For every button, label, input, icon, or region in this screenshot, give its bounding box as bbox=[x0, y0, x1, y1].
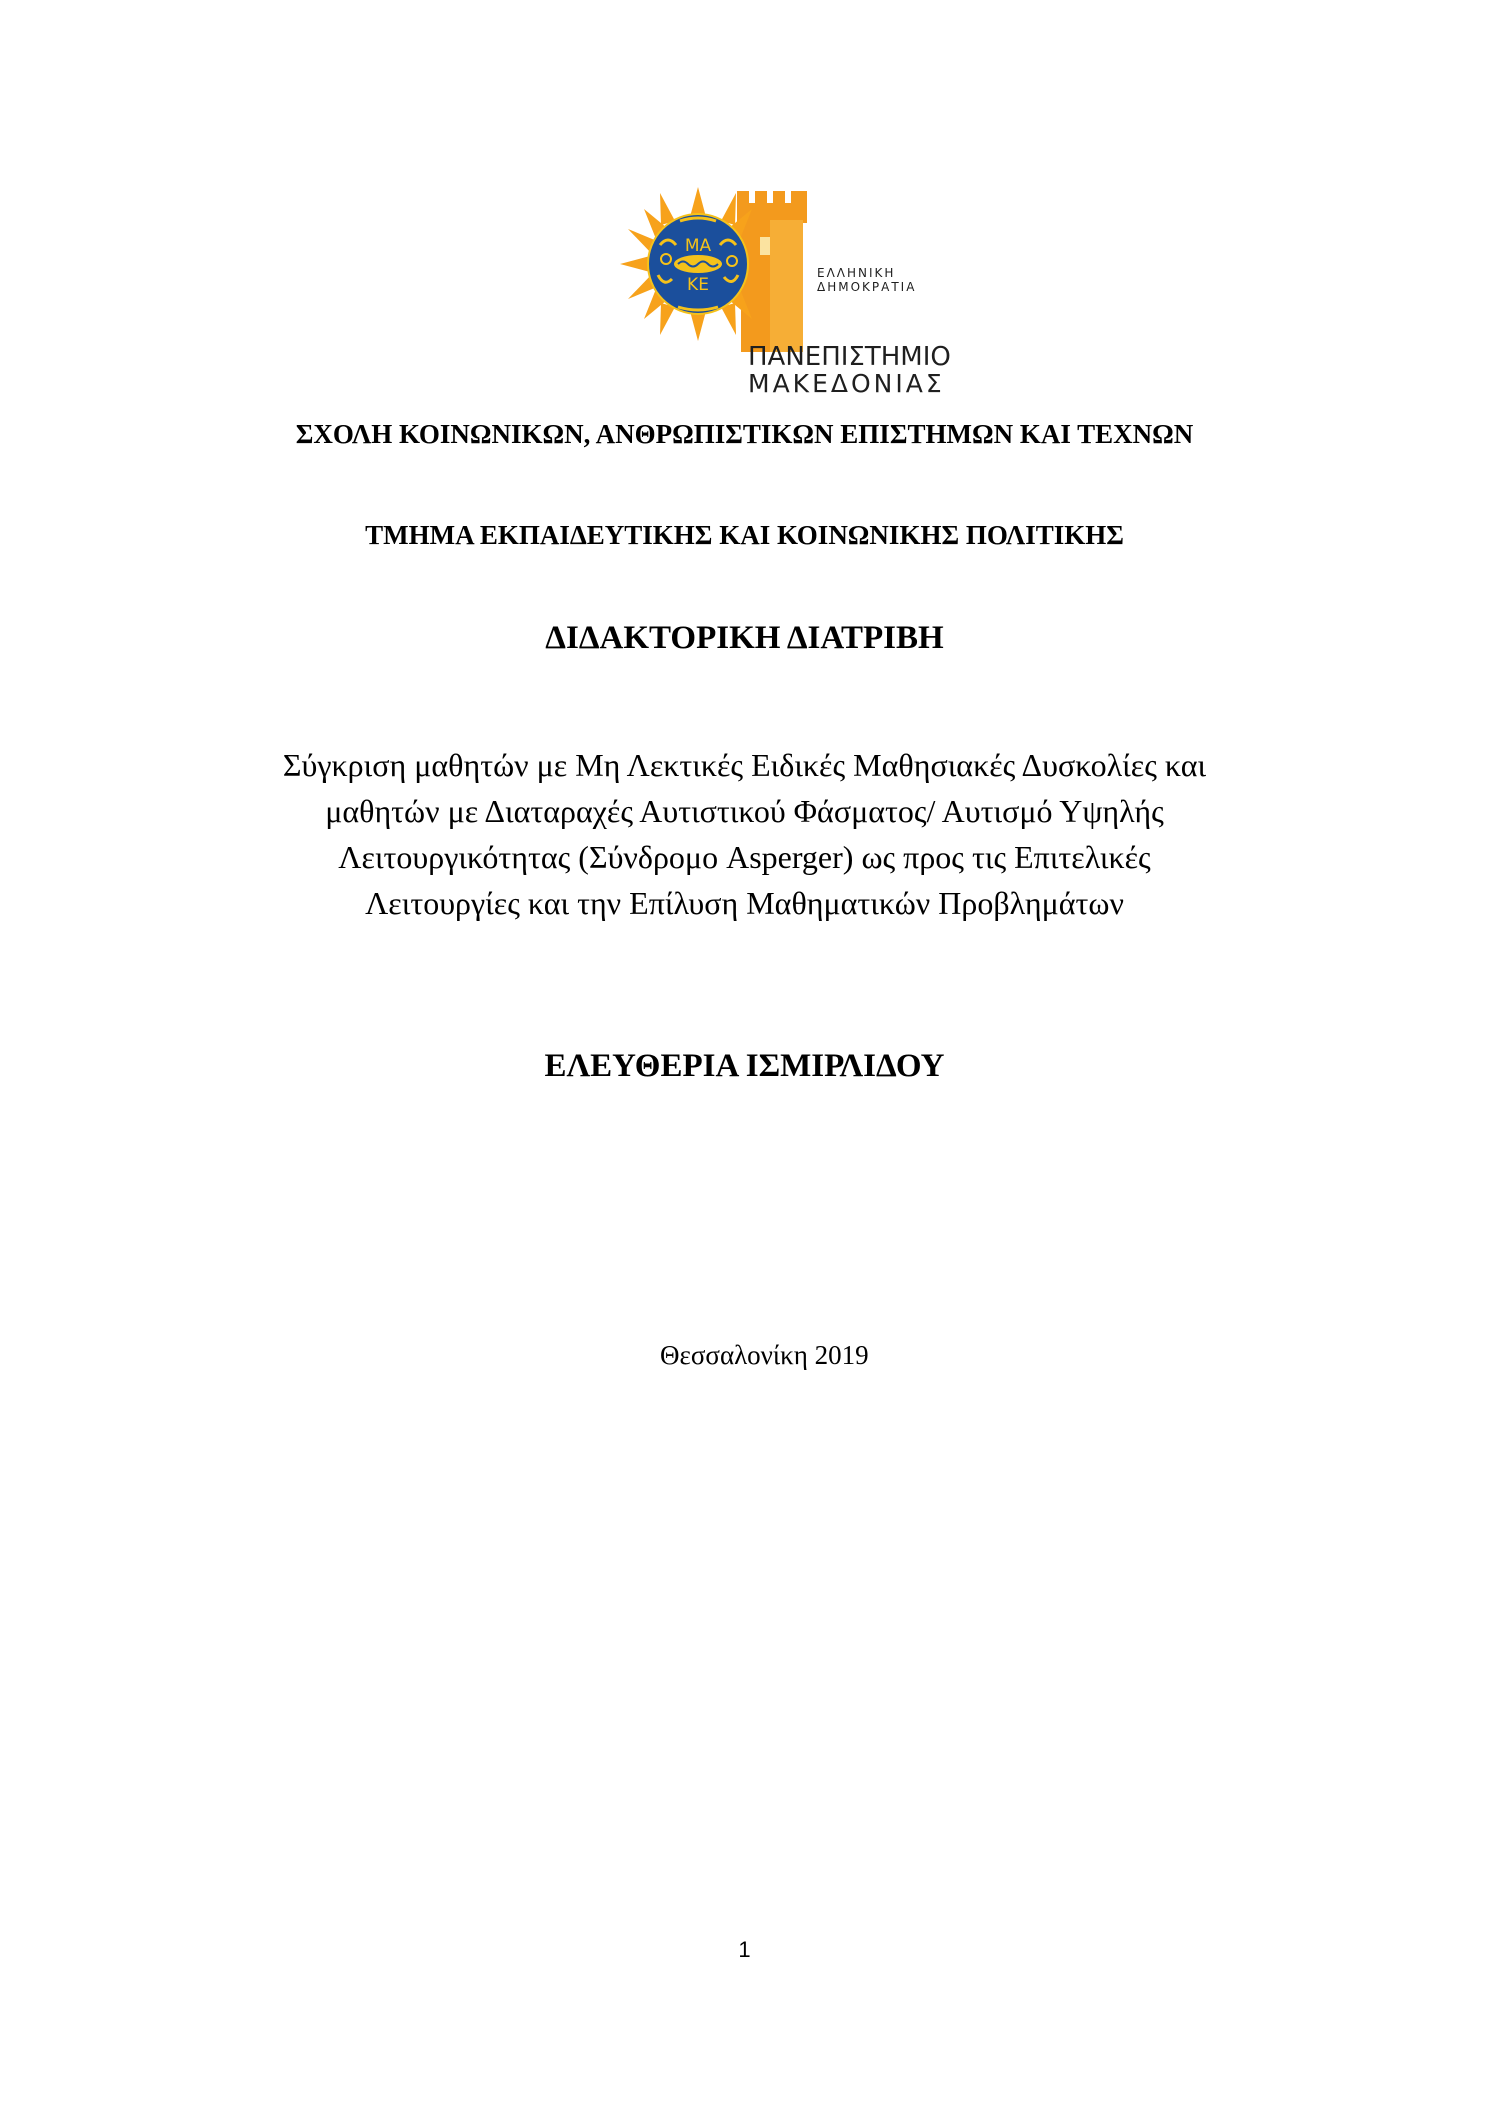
thesis-title-line: Λειτουργίες και την Επίλυση Μαθηματικών Προβλημάτων bbox=[365, 885, 1124, 921]
school-name: ΣΧΟΛΗ ΚΟΙΝΩΝΙΚΩΝ, ΑΝΘΡΩΠΙΣΤΙΚΩΝ ΕΠΙΣΤΗΜΩΝ ΚΑΙ ΤΕΧΝΩΝ bbox=[295, 419, 1194, 449]
emblem-letters-top: ΜΑ bbox=[684, 236, 712, 256]
republic-line-1: ΕΛΛΗΝΙΚΗ bbox=[817, 266, 896, 280]
document-type: ΔΙΔΑΚΤΟΡΙΚΗ ΔΙΑΤΡΙΒΗ bbox=[545, 620, 944, 656]
emblem-disk-icon bbox=[648, 214, 748, 314]
university-of-macedonia-logo bbox=[620, 185, 980, 400]
page-number: 1 bbox=[738, 1937, 751, 1962]
thesis-title-line: μαθητών με Διαταραχές Αυτιστικού Φάσματος/ Αυτισμό Υψηλής bbox=[325, 793, 1164, 829]
thesis-title-line: Λειτουργικότητας (Σύνδρομο Asperger) ως προς τις Επιτελικές bbox=[338, 839, 1151, 875]
department-name: ΤΜΗΜΑ ΕΚΠΑΙΔΕΥΤΙΚΗΣ ΚΑΙ ΚΟΙΝΩΝΙΚΗΣ ΠΟΛΙΤΙΚΗΣ bbox=[365, 520, 1124, 550]
author-name: ΕΛΕΥΘΕΡΙΑ ΙΣΜΙΡΛΙΔΟΥ bbox=[544, 1048, 945, 1084]
thesis-title-line: Σύγκριση μαθητών με Μη Λεκτικές Ειδικές Μαθησιακές Δυσκολίες και bbox=[282, 747, 1207, 783]
university-name-line-1: ΠΑΝΕΠΙΣΤΗΜΙΟ bbox=[748, 342, 951, 372]
place-and-date: Θεσσαλονίκη 2019 bbox=[660, 1340, 869, 1370]
emblem-letters-bottom: ΚΕ bbox=[687, 275, 709, 295]
thesis-title bbox=[0, 742, 1489, 926]
republic-line-2: ΔΗΜΟΚΡΑΤΙΑ bbox=[817, 280, 917, 294]
university-name-line-2: ΜΑΚΕΔΟΝΙΑΣ bbox=[748, 369, 945, 398]
